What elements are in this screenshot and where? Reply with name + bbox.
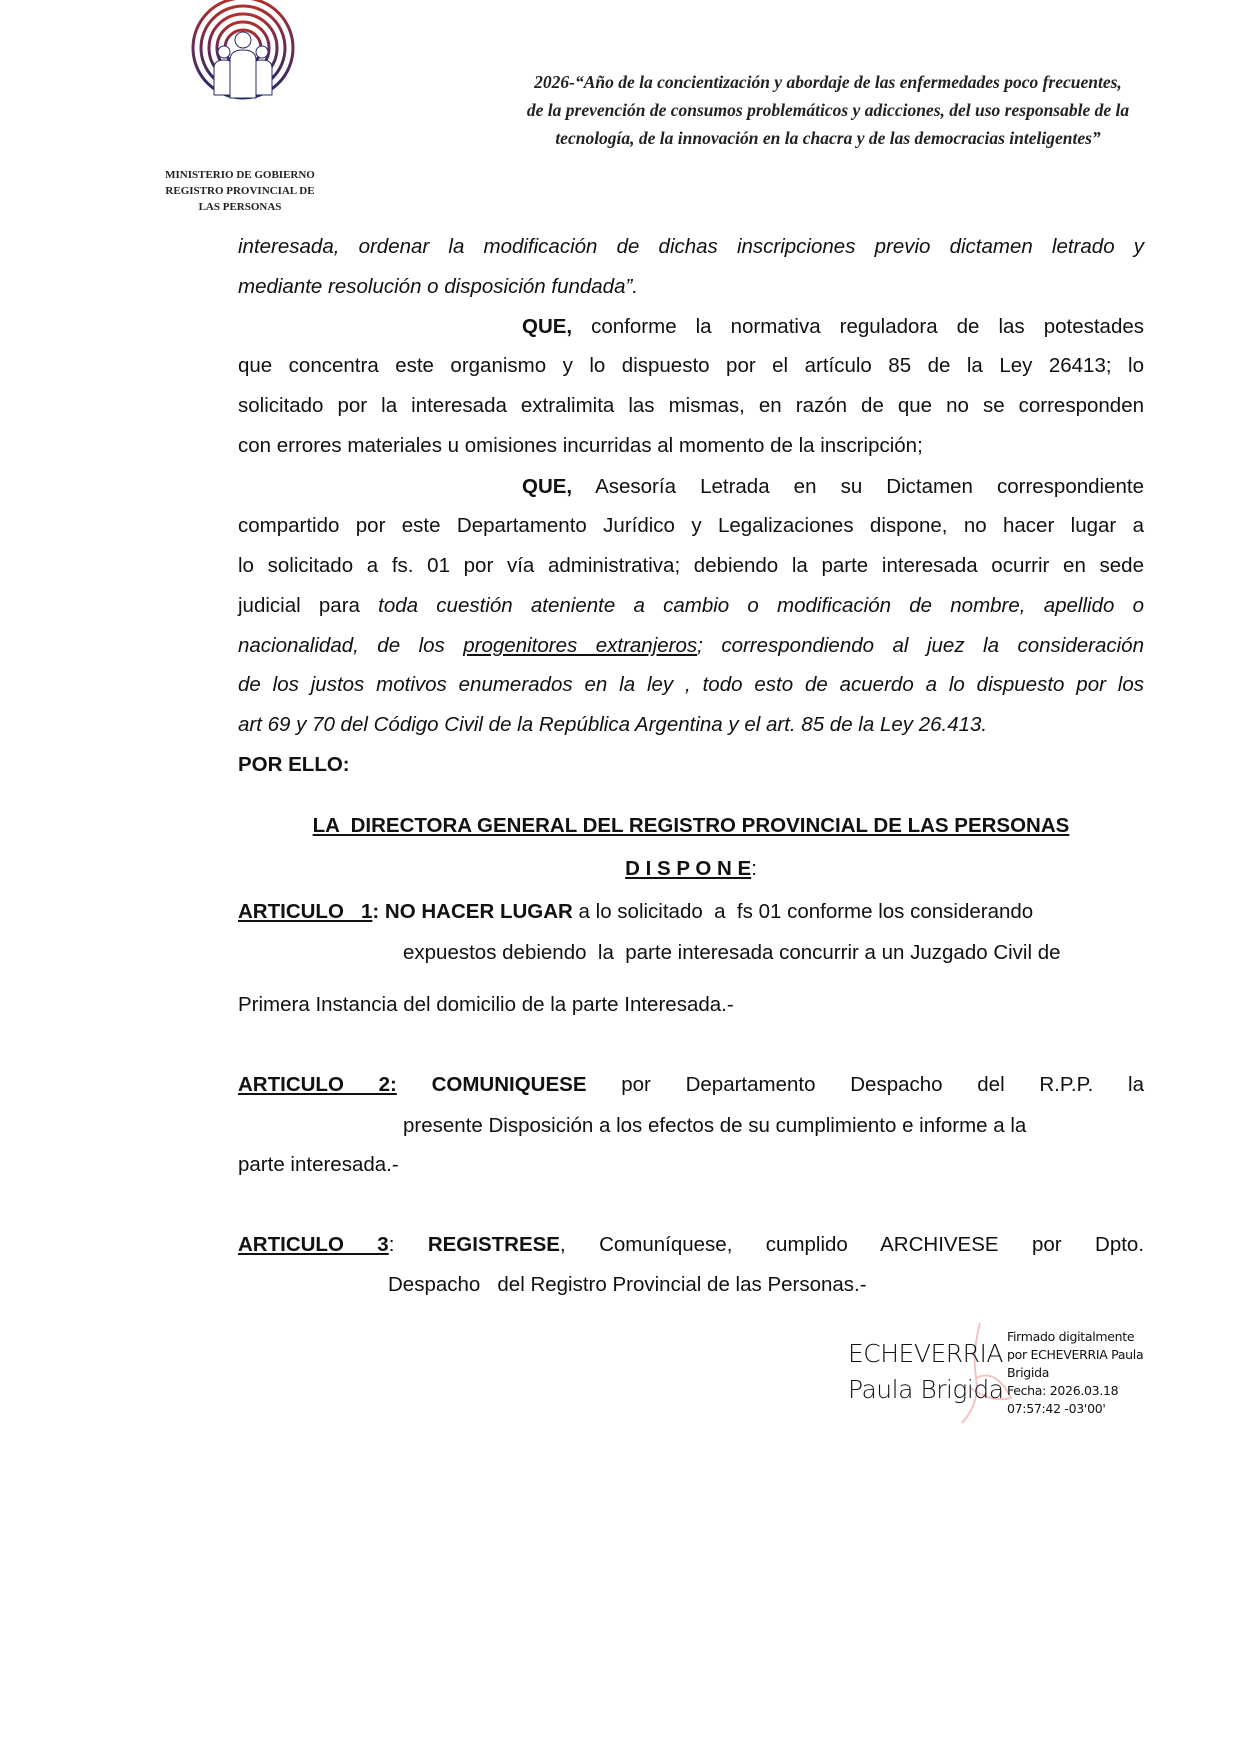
text-segment: REGISTRESE: [427, 1233, 560, 1256]
considerando-text-line: [238, 434, 1144, 458]
dispone-heading-line: [238, 857, 1144, 881]
text-segment: : NO HACER LUGAR: [372, 900, 573, 923]
text-segment: art 69 y 70 del Código Civil de la República Argentina y el art. 85 de la Ley 26.413.: [238, 713, 988, 736]
text-segment: Despacho del Registro Provincial de las Personas.-: [388, 1273, 867, 1296]
considerando-text-line: [238, 554, 1144, 578]
text-segment: ARTICULO 3: [238, 1233, 389, 1256]
text-segment: QUE,: [522, 475, 573, 498]
ministry-line: REGISTRO PROVINCIAL DE: [165, 185, 315, 197]
text-segment: mediante resolución o disposición fundada”.: [238, 275, 639, 298]
article-2-line: [238, 1073, 1144, 1097]
article-3-line: [238, 1233, 1144, 1257]
signature-date: Fecha: 2026.03.18: [1007, 1383, 1119, 1398]
article-2-line: [403, 1114, 1163, 1138]
considerando-text-line: [238, 634, 1144, 658]
text-segment: de los justos motivos enumerados en la ley , todo esto de acuerdo a lo dispuesto por los: [238, 673, 1144, 696]
text-segment: por Departamento Despacho del R.P.P. la: [586, 1073, 1144, 1096]
text-segment: judicial para: [238, 594, 379, 617]
text-segment: QUE,: [522, 315, 573, 338]
text-segment: toda cuestión ateniente a cambio o modificación de nombre, apellido o: [378, 594, 1145, 617]
signature-detail: Firmado digitalmente: [1007, 1329, 1135, 1344]
registry-logo: [186, 0, 300, 106]
considerando-text-line: [238, 514, 1144, 538]
text-segment: que concentra este organismo y lo dispuesto por el artículo 85 de la Ley 26413; lo: [238, 354, 1144, 377]
motto-line: de la prevención de consumos problemáticos y adicciones, del uso responsable de la: [526, 100, 1130, 120]
ministry-line: MINISTERIO DE GOBIERNO: [165, 169, 315, 181]
text-segment: , Comuníquese, cumplido ARCHIVESE por Dpto.: [559, 1233, 1145, 1256]
considerando-text-line: [238, 354, 1144, 378]
text-segment: parte interesada.-: [238, 1153, 399, 1176]
text-segment: presente Disposición a los efectos de su cumplimiento e informe a la: [403, 1114, 1027, 1137]
article-1-line: [238, 900, 1178, 924]
considerando-text-line: [238, 235, 1144, 259]
text-segment: ARTICULO 2:: [238, 1073, 397, 1096]
text-segment: D I S P O N E: [625, 857, 752, 880]
signer-given-names: Paula Brigida: [848, 1375, 1004, 1404]
article-2-line: [238, 1153, 1144, 1177]
text-segment: ARTICULO 1: [238, 900, 373, 923]
text-segment: COMUNIQUESE: [396, 1073, 587, 1096]
article-1-line: [238, 993, 1144, 1017]
text-segment: Asesoría Letrada en su Dictamen correspondiente: [572, 475, 1144, 498]
text-segment: interesada, ordenar la modificación de dichas inscripciones previo dictamen letrado y: [238, 235, 1144, 258]
text-segment: solicitado por la interesada extralimita las mismas, en razón de que no se corresponden: [238, 394, 1144, 417]
que-clause-line: [522, 315, 1144, 339]
text-segment: conforme la normativa reguladora de las potestades: [572, 315, 1144, 338]
text-segment: progenitores extranjeros: [463, 634, 698, 657]
text-segment: :: [388, 1233, 428, 1256]
motto-line: tecnología, de la innovación en la chacra y de las democracias inteligentes”: [555, 128, 1101, 148]
signature-time: 07:57:42 -03'00': [1007, 1401, 1106, 1416]
que-clause-line: [522, 475, 1144, 499]
considerando-text-line: [238, 713, 1144, 737]
text-segment: ; correspondiendo al juez la consideración: [697, 634, 1144, 657]
motto-line: 2026-“Año de la concientización y abordaje de las enfermedades poco frecuentes,: [534, 72, 1122, 92]
considerando-text-line: [238, 594, 1144, 618]
considerando-text-line: [238, 275, 1144, 299]
signature-detail: Brigida: [1007, 1365, 1050, 1380]
ministry-line: LAS PERSONAS: [198, 201, 282, 213]
article-1-line: [403, 941, 1163, 965]
text-segment: POR ELLO:: [238, 753, 350, 776]
text-segment: compartido por este Departamento Jurídico y Legalizaciones dispone, no hacer lugar a: [238, 514, 1144, 537]
considerando-text-line: [238, 394, 1144, 418]
text-segment: lo solicitado a fs. 01 por vía administrativa; debiendo la parte interesada ocurrir en sede: [238, 554, 1144, 577]
article-3-line: [388, 1273, 1148, 1297]
text-segment: nacionalidad, de los: [238, 634, 464, 657]
signer-surname: ECHEVERRIA: [848, 1339, 1003, 1368]
resolution-title-line: [238, 814, 1144, 838]
text-segment: con errores materiales u omisiones incurridas al momento de la inscripción;: [238, 434, 923, 457]
signature-detail: por ECHEVERRIA Paula: [1007, 1347, 1144, 1362]
por-ello-heading-line: [238, 753, 1144, 777]
text-segment: LA DIRECTORA GENERAL DEL REGISTRO PROVINCIAL DE LAS PERSONAS: [312, 814, 1070, 837]
text-segment: :: [751, 857, 757, 880]
text-segment: expuestos debiendo la parte interesada concurrir a un Juzgado Civil de: [403, 941, 1061, 964]
text-segment: a lo solicitado a fs 01 conforme los considerando: [572, 900, 1034, 923]
considerando-text-line: [238, 673, 1144, 697]
text-segment: Primera Instancia del domicilio de la parte Interesada.-: [238, 993, 734, 1016]
